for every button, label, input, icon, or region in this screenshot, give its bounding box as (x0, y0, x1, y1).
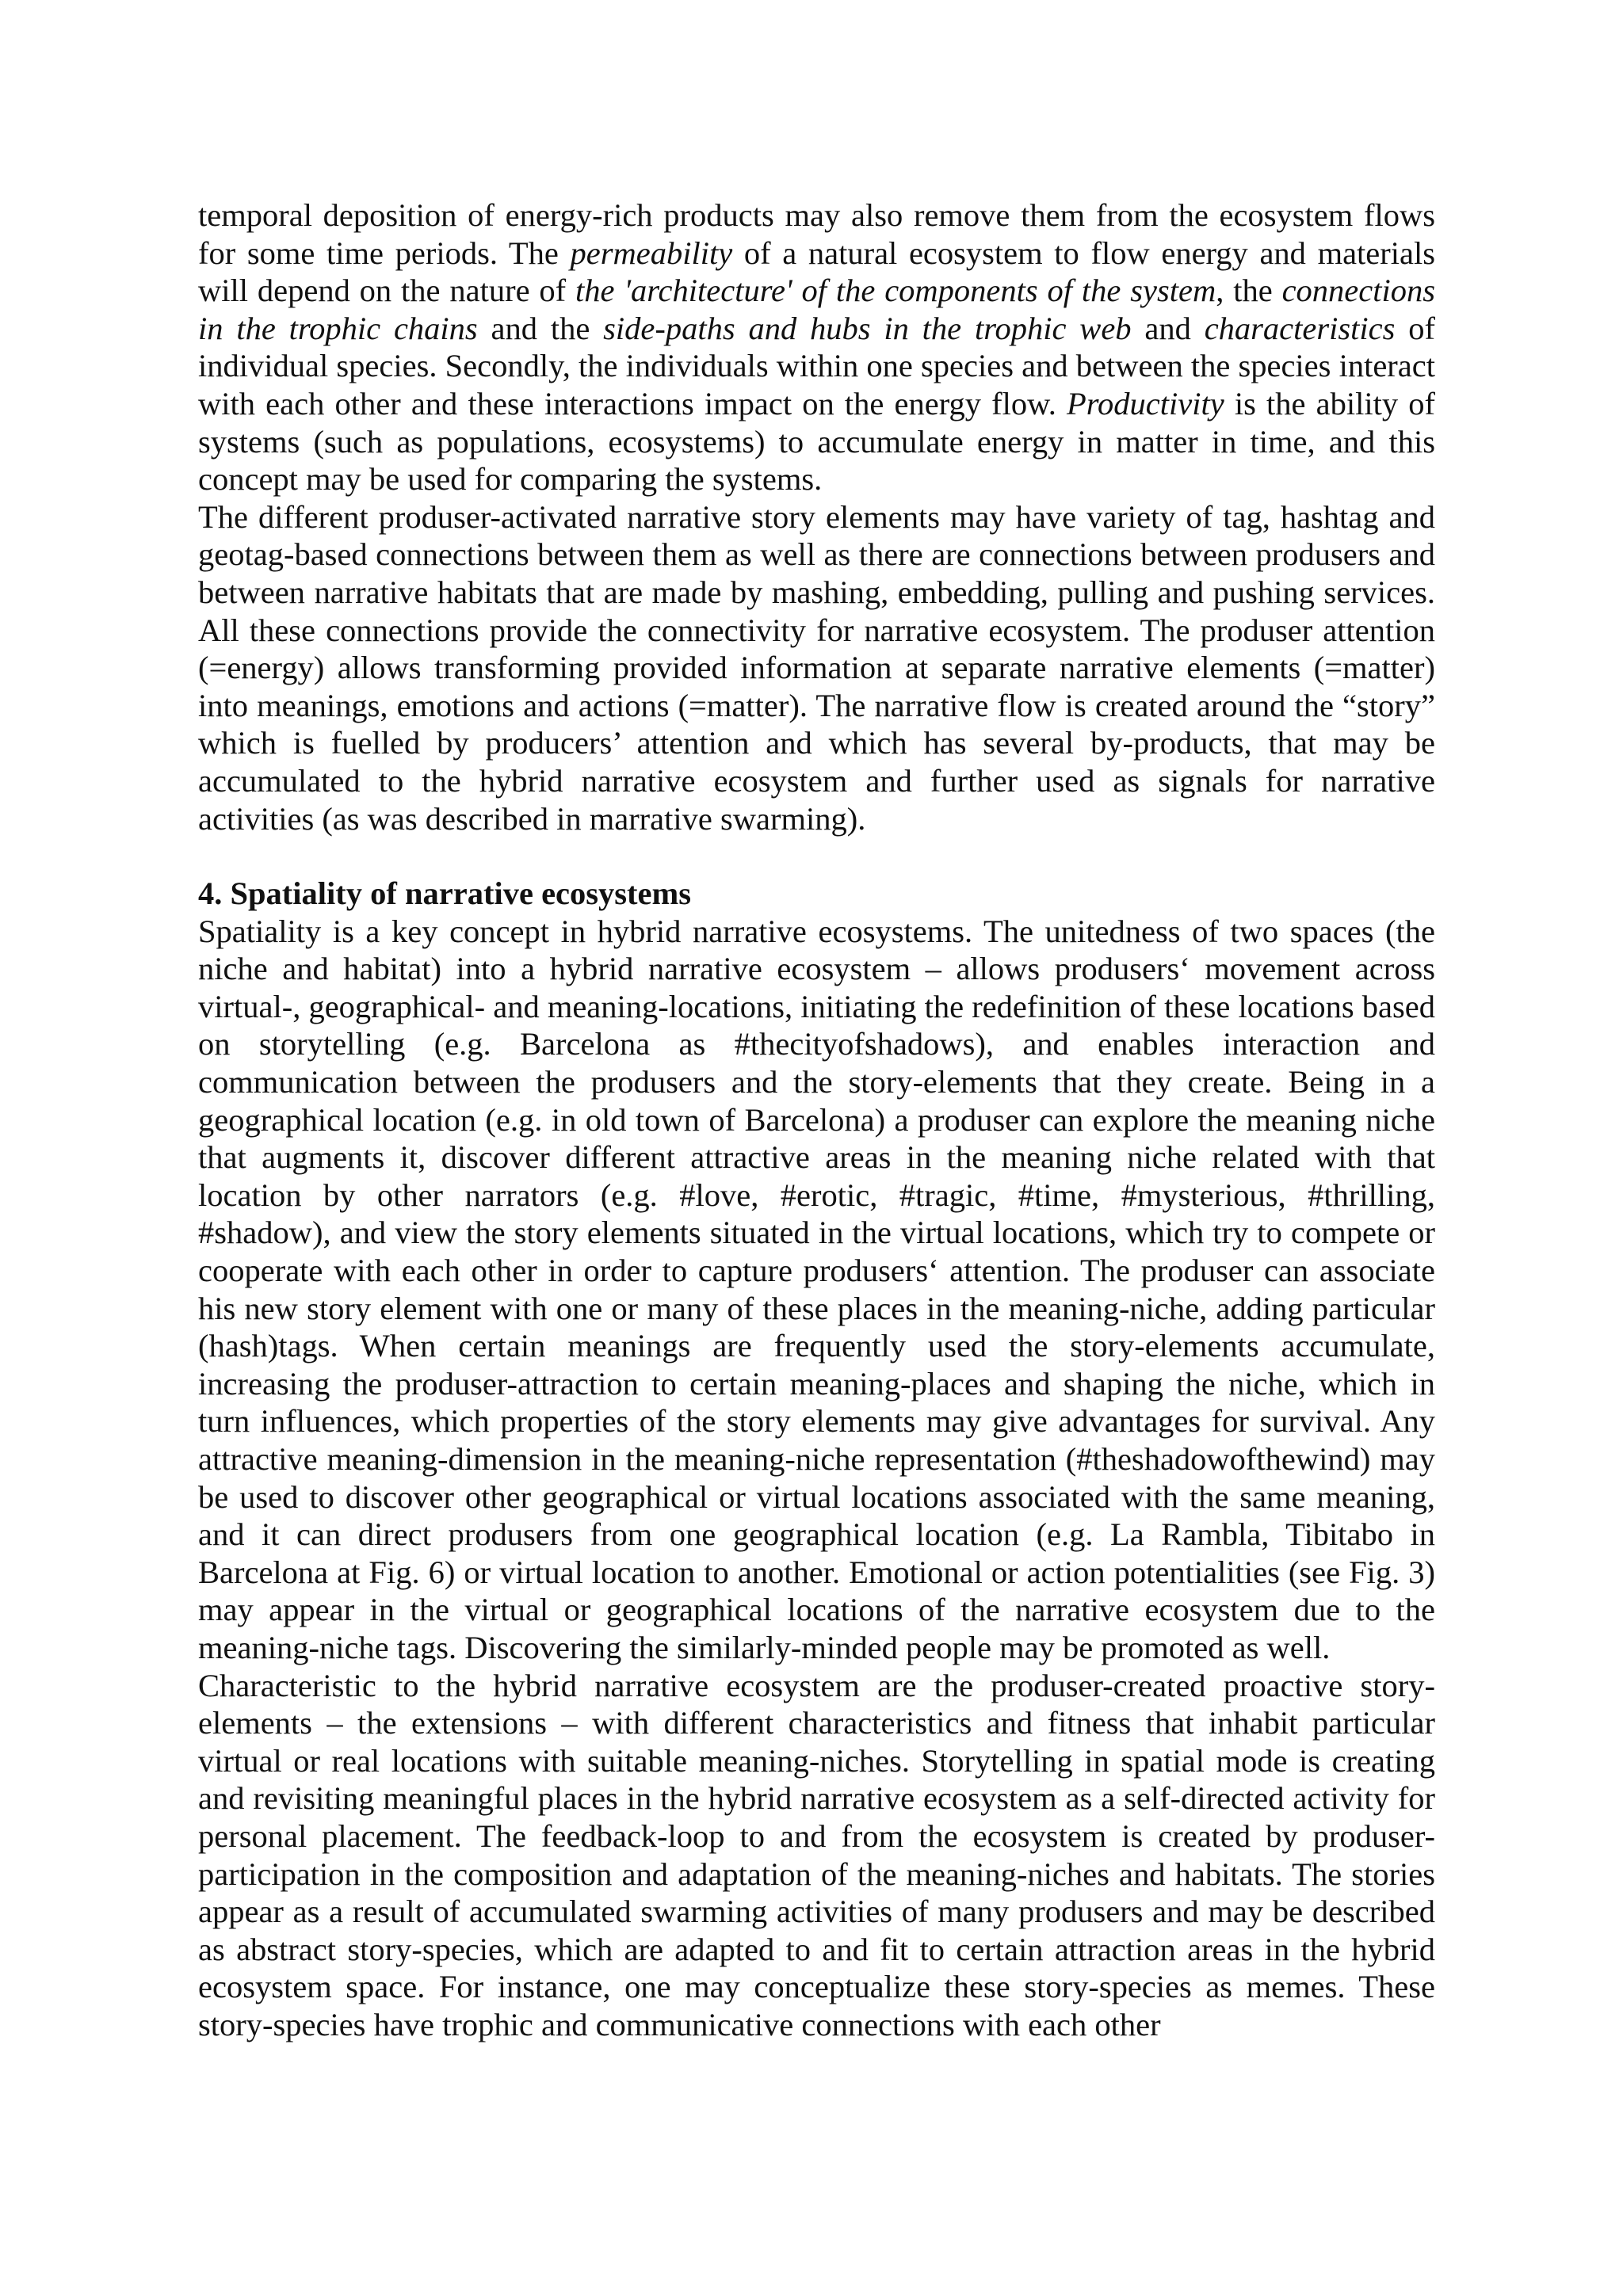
italic-term-architecture: the 'architecture' of the components of the system (575, 273, 1216, 309)
text-run: temporal deposition of energy-rich products may also remove them from the ecosystem flows for some time periods. The (198, 197, 1435, 271)
text-run: is the ability of systems (such as populations, ecosystems) to accumulate energy in matter in time, and this concept may be used for comparing the systems. (198, 385, 1435, 498)
italic-term-permeability: permeability (570, 235, 733, 271)
paragraph-narrative-connections: The different produser-activated narrative story elements may have variety of tag, hashtag and geotag-based connections between them as well as there are connections between produsers and between narrative habitats that are made by mashing, embedding, pulling and pushing services. All these connections provide the connectivity for narrative ecosystem. The produser attention (=energy) allows transforming provided information at separate narrative elements (=matter) into meanings, emotions and actions (=matter). The narrative flow is created around the “story” which is fuelled by producers’ attention and which has several by-products, that may be accumulated to the hybrid narrative ecosystem and further used as signals for narrative activities (as was described in marrative swarming). (198, 498, 1435, 837)
paragraph-spatiality: Spatiality is a key concept in hybrid narrative ecosystems. The unitedness of two spaces (the niche and habitat) into a hybrid narrative ecosystem – allows produsers‘ movement across virtual-, geographical- and meaning-locations, initiating the redefinition of these locations based on storytelling (e.g. Barcelona as #thecityofshadows), and enables interaction and communication between the produsers and the story-elements that they create. Being in a geographical location (e.g. in old town of Barcelona) a produser can explore the meaning niche that augments it, discover different attractive areas in the meaning niche related with that location by other narrators (e.g. #love, #erotic, #tragic, #time, #mysterious, #thrilling, #shadow), and view the story elements situated in the virtual locations, which try to compete or cooperate with each other in order to capture produsers‘ attention. The produser can associate his new story element with one or many of these places in the meaning-niche, adding particular (hash)tags. When certain meanings are frequently used the story-elements accumulate, increasing the produser-attraction to certain meaning-places and shaping the niche, which in turn influences, which properties of the story elements may give advantages for survival. Any attractive meaning-dimension in the meaning-niche representation (#theshadowofthewind) may be used to discover other geographical or virtual locations associated with the same meaning, and it can direct produsers from one geographical location (e.g. La Rambla, Tibitabo in Barcelona at Fig. 6) or virtual location to another. Emotional or action potentialities (see Fig. 3) may appear in the virtual or geographical locations of the narrative ecosystem due to the meaning-niche tags. Discovering the similarly-minded people may be promoted as well. (198, 913, 1436, 1665)
text-run: and the (477, 310, 604, 346)
paragraph-ecosystem-permeability (198, 196, 1435, 498)
section-heading: 4. Spatiality of narrative ecosystems (198, 875, 692, 912)
italic-term-trophic-chains: connections in the trophic chains (198, 273, 1436, 346)
text-run: , the (1216, 273, 1282, 309)
paragraph-story-species: Characteristic to the hybrid narrative ecosystem are the produser-created proactive story-elements – the extensions – with different characteristics and fitness that inhabit particular virtual or real locations with suitable meaning-niches. Storytelling in spatial mode is creating and revisiting meaningful places in the hybrid narrative ecosystem as a self-directed activity for personal placement. The feedback-loop to and from the ecosystem is created by produser-participation in the composition and adaptation of the meaning-niches and habitats. The stories appear as a result of accumulated swarming activities of many produsers and may be described as abstract story-species, which are adapted to and fit to certain attraction areas in the hybrid ecosystem space. For instance, one may conceptualize these story-species as memes. These story-species have trophic and communicative connections with each other (198, 1667, 1435, 2042)
text-run: of individual species. Secondly, the individuals within one species and between the species interact with each other and these interactions impact on the energy flow. (198, 310, 1435, 421)
document-page (198, 196, 1435, 2044)
italic-term-trophic-web: side-paths and hubs in the trophic web (603, 310, 1132, 346)
text-run: of a natural ecosystem to flow energy and materials will depend on the nature of (198, 235, 1435, 309)
italic-term-characteristics: characteristics (1204, 310, 1396, 346)
italic-term-productivity: Productivity (1067, 385, 1224, 421)
paragraph-spacer (198, 837, 1435, 875)
text-run: and (1131, 310, 1205, 346)
